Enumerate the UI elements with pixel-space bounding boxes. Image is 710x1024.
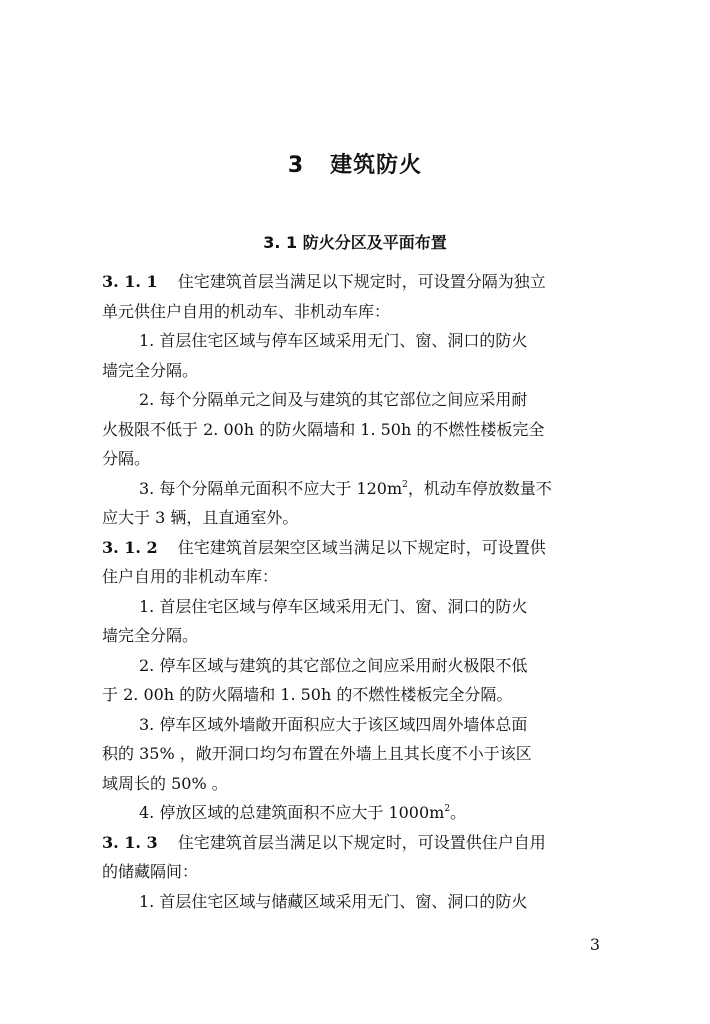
body-text — [102, 267, 612, 916]
clause-item — [102, 798, 612, 828]
page-number: 3 — [589, 935, 600, 954]
clause-text: 住宅建筑首层架空区域当满足以下规定时，可设置供 — [177, 537, 546, 557]
clause-item-continuation: 积的 35% ，敞开洞口均匀布置在外墙上且其长度不小于该区 — [102, 744, 532, 763]
chapter-title-text: 建筑防火 — [330, 153, 423, 178]
clause-item-continuation: 分隔。 — [102, 449, 151, 468]
clause-3-1-1-line-1 — [102, 267, 612, 297]
clause-3-1-2-line-2: 住户自用的非机动车库： — [102, 567, 279, 586]
clause-item — [102, 474, 612, 504]
clause-text: 住宅建筑首层当满足以下规定时，可设置分隔为独立 — [177, 272, 546, 291]
clause-item: 1. 首层住宅区域与停车区域采用无门、窗、洞口的防火 — [139, 596, 528, 616]
item-text: 3. 每个分隔单元面积不应大于 120m — [139, 478, 403, 498]
clause-item: 2. 每个分隔单元之间及与建筑的其它部位之间应采用耐 — [139, 390, 528, 409]
clause-item: 1. 首层住宅区域与停车区域采用无门、窗、洞口的防火 — [139, 331, 528, 350]
clause-item: 1. 首层住宅区域与储藏区域采用无门、窗、洞口的防火 — [139, 891, 528, 911]
chapter-title — [0, 148, 710, 179]
clause-item: 3. 停车区域外墙敞开面积应大于该区域四周外墙体总面 — [139, 714, 528, 734]
clause-item: 2. 停车区域与建筑的其它部位之间应采用耐火极限不低 — [139, 655, 528, 675]
clause-3-1-1-line-2: 单元供住户自用的机动车、非机动车库： — [102, 301, 391, 321]
item-text: 。 — [450, 803, 467, 822]
clause-item-continuation: 火极限不低于 2. 00h 的防火隔墙和 1. 50h 的不燃性楼板完全 — [102, 419, 545, 439]
superscript: 2 — [402, 479, 408, 490]
clause-text: 住宅建筑首层当满足以下规定时，可设置供住户自用 — [177, 832, 546, 852]
clause-item-continuation: 墙完全分隔。 — [102, 360, 199, 380]
clause-number: 3. 1. 2 — [102, 537, 158, 557]
clause-item-continuation: 域周长的 50% 。 — [102, 773, 228, 793]
clause-number: 3. 1. 1 — [102, 272, 158, 291]
clause-3-1-3-line-2: 的储藏隔间： — [102, 862, 199, 881]
section-title: 3. 1 防火分区及平面布置 — [263, 233, 447, 252]
clause-3-1-3-line-1 — [102, 828, 612, 858]
item-text: ，机动车停放数量不 — [407, 478, 552, 498]
superscript: 2 — [444, 804, 451, 814]
clause-item-continuation: 墙完全分隔。 — [102, 626, 199, 645]
clause-item-continuation: 于 2. 00h 的防火隔墙和 1. 50h 的不燃性楼板完全分隔。 — [102, 685, 513, 704]
chapter-number: 3 — [287, 153, 305, 178]
clause-3-1-2-line-1 — [102, 533, 612, 563]
item-text: 4. 停放区域的总建筑面积不应大于 1000m — [139, 803, 445, 822]
clause-item-continuation: 应大于 3 辆，且直通室外。 — [102, 508, 299, 527]
clause-number: 3. 1. 3 — [102, 832, 158, 852]
